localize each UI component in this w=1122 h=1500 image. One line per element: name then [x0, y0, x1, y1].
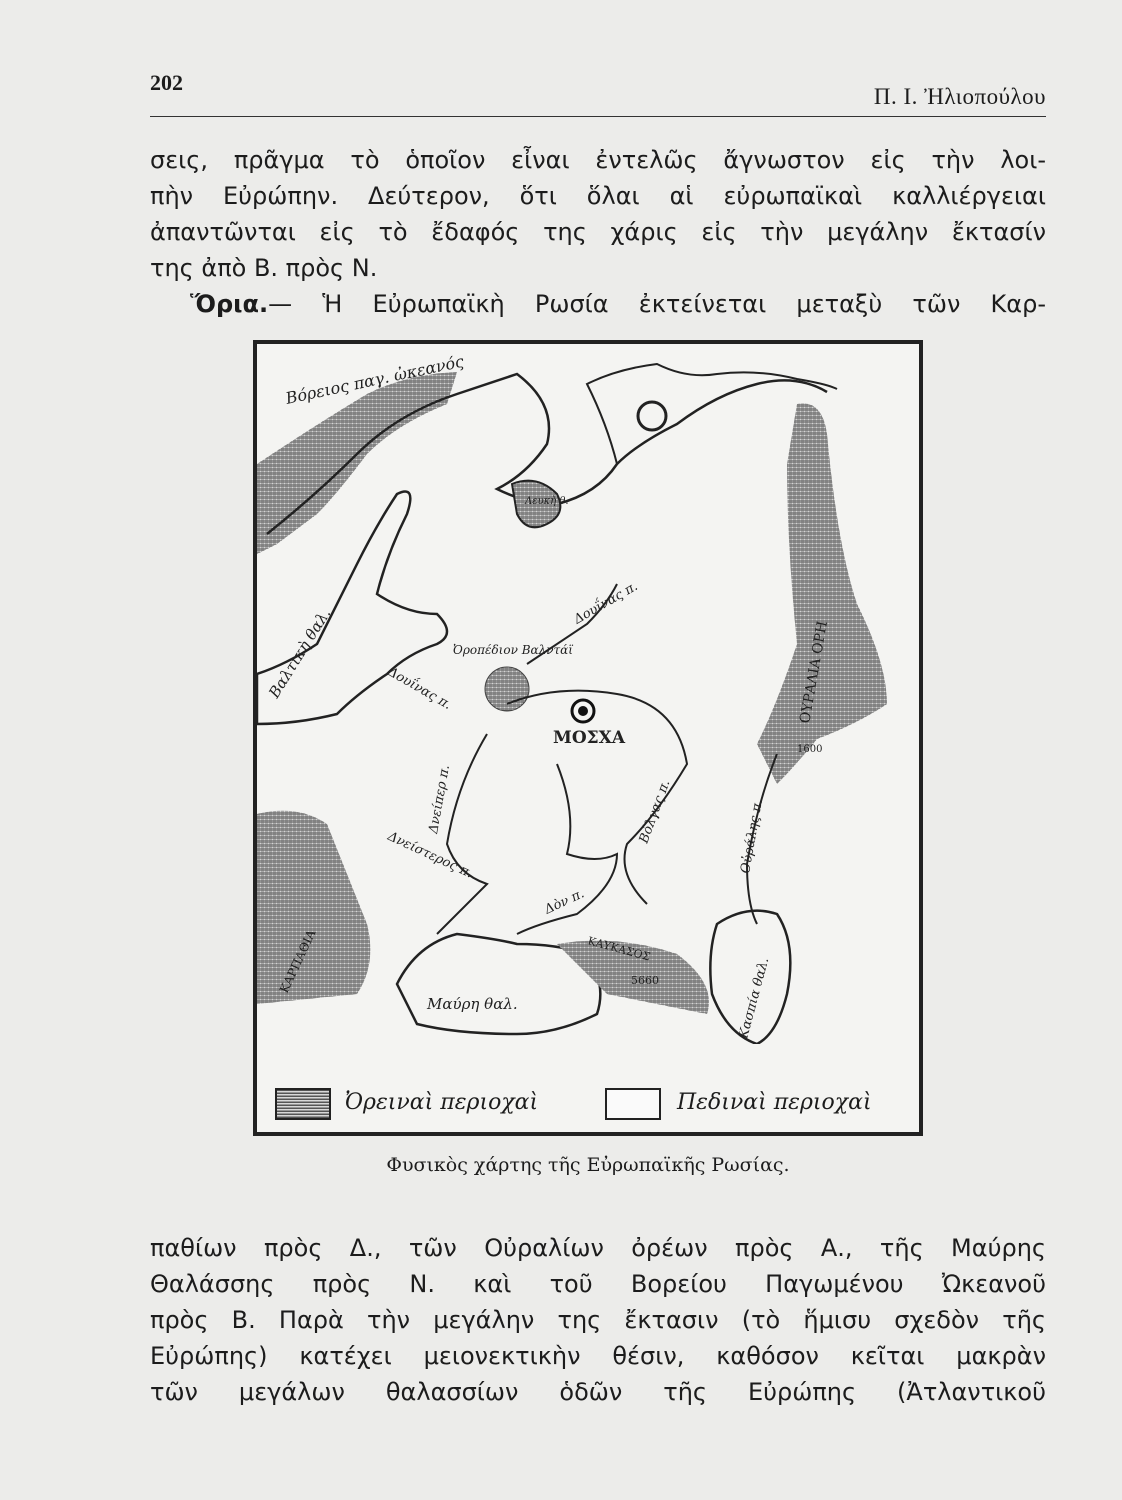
map-legend — [257, 1046, 919, 1132]
legend-plain-swatch — [605, 1088, 661, 1120]
label-moscow: ΜΟΣΧΑ — [553, 728, 626, 748]
label-baltic: Βαλτικὴ θαλ. — [265, 605, 335, 702]
section-line — [150, 286, 1046, 322]
section-heading: Ὅρια. — [190, 290, 269, 318]
valdai-plateau — [485, 667, 529, 711]
label-dvina-n: Δουΐνας π. — [571, 578, 641, 628]
label-don: Δὸν π. — [542, 886, 587, 918]
label-dvina-w: Δουΐνας π. — [385, 664, 454, 713]
carpathian-mountains — [257, 811, 370, 1004]
text-line: Εὐρώπης) κατέχει μειονεκτικὴν θέσιν, καθόσον κεῖται μακρὰν — [150, 1342, 1046, 1370]
text-line: Θαλάσσης πρὸς Ν. καὶ τοῦ Βορείου Παγωμένου Ὠκεανοῦ — [150, 1270, 1046, 1298]
label-ural-river: Οὐράλης π. — [738, 798, 766, 875]
label-ural-mtn: ΟΥΡΑΛΙΑ ΟΡΗ — [797, 619, 831, 725]
text-line: πὴν Εὐρώπην. Δεύτερον, ὅτι ὅλαι αἱ εὐρωπαϊκαὶ καλλιέργειαι — [150, 182, 1046, 210]
legend-plain-label: Πεδιναὶ περιοχαὶ — [677, 1090, 872, 1115]
label-valdai: Ὀροπέδιον Βαλντάϊ — [453, 643, 573, 657]
label-white-sea: Λευκὴ θ. — [525, 496, 569, 507]
page-number: 202 — [150, 70, 183, 95]
ural-mountains — [757, 403, 887, 784]
label-caucasus-height: 5660 — [631, 974, 659, 987]
bottom-paragraph — [150, 1230, 1046, 1410]
label-black-sea: Μαύρη θαλ. — [427, 995, 518, 1013]
moscow-dot — [578, 706, 588, 716]
section-text: — Ἡ Εὐρωπαϊκὴ Ρωσία ἐκτείνεται μεταξὺ τῶν Καρ- — [268, 290, 1046, 318]
label-caspian: Κασπία θαλ. — [736, 956, 773, 1041]
top-paragraph — [150, 142, 1046, 322]
label-ocean: Βόρειος παγ. ὠκεανός — [283, 351, 466, 408]
legend-mountain-swatch — [275, 1088, 331, 1120]
map-caption: Φυσικὸς χάρτης τῆς Εὐρωπαϊκῆς Ρωσίας. — [386, 1154, 790, 1176]
label-caucasus: ΚΑΥΚΑΣΟΣ — [586, 934, 652, 964]
label-carpathians: ΚΑΡΠΑΘΙΑ — [277, 927, 319, 996]
label-volga: Βόλγας π. — [636, 777, 674, 846]
text-line: παθίων πρὸς Δ., τῶν Οὐραλίων ὀρέων πρὸς Α., τῆς Μαύρης — [150, 1234, 1046, 1262]
running-head: Π. Ι. Ἠλιοπούλου — [873, 84, 1046, 109]
dnieper-river — [437, 734, 487, 934]
text-line: ἀπαντῶνται εἰς τὸ ἔδαφός της χάρις εἰς τὴν μεγάλην ἔκτασίν — [150, 218, 1046, 246]
label-dniester: Δνείστερος π. — [385, 829, 476, 882]
kola-lake — [638, 402, 666, 430]
text-line: της ἀπὸ Β. πρὸς Ν. — [150, 254, 378, 282]
map-figure — [253, 340, 923, 1136]
legend-mountain-label: Ὀρειναὶ περιοχαὶ — [345, 1090, 539, 1115]
text-line: πρὸς Β. Παρὰ τὴν μεγάλην της ἔκτασιν (τὸ ἥμισυ σχεδὸν τῆς — [150, 1306, 1046, 1334]
text-line: σεις, πρᾶγμα τὸ ὁποῖον εἶναι ἐντελῶς ἄγνωστον εἰς τὴν λοι- — [150, 146, 1046, 174]
label-ural-height: 1600 — [797, 744, 823, 755]
label-dnieper: Δνείπερ π. — [426, 763, 453, 835]
text-line: τῶν μεγάλων θαλασσίων ὁδῶν τῆς Εὐρώπης (Ἀτλαντικοῦ — [150, 1378, 1046, 1406]
header-rule — [150, 116, 1046, 117]
map-svg — [257, 344, 919, 1044]
